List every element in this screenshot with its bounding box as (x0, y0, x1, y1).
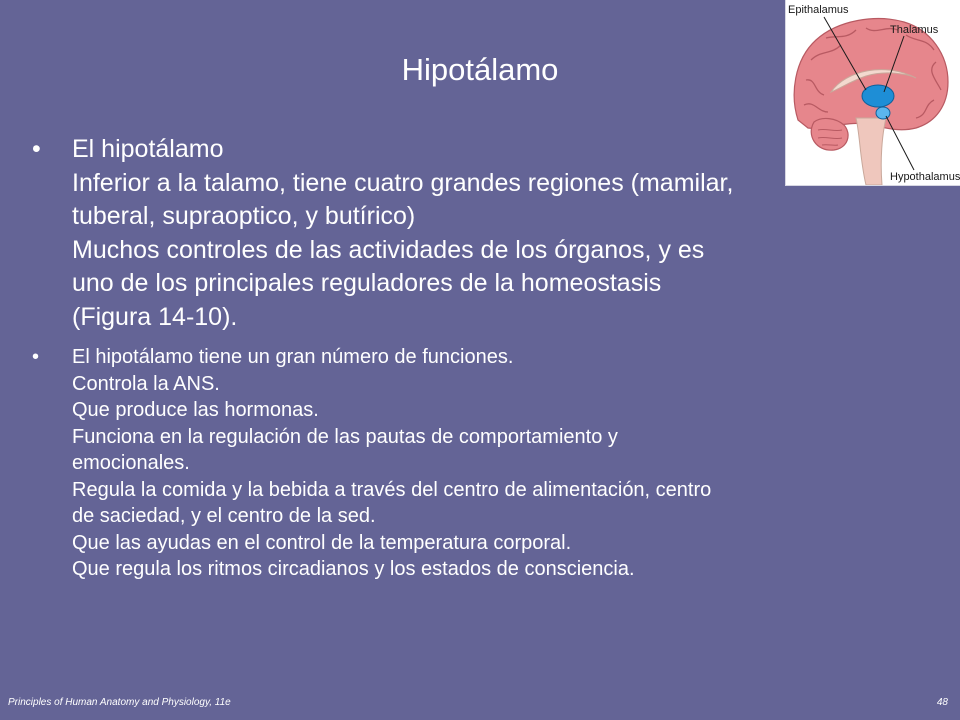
bullet-dot: • (32, 135, 41, 163)
thalamus-shape (862, 85, 894, 107)
bullet-line: Regula la comida y la bebida a través del centro de alimentación, centro (72, 478, 712, 501)
bullet-line: Muchos controles de las actividades de los órganos, y es (72, 235, 705, 264)
bullet-line: El hipotálamo tiene un gran número de funciones. (72, 346, 514, 368)
bullet-line: Inferior a la talamo, tiene cuatro grandes regiones (mamilar, (72, 168, 734, 197)
bullet-hypothalamus-overview (30, 133, 940, 334)
bullet-line: Controla la ANS. (72, 372, 220, 395)
bullet-line: emocionales. (72, 452, 190, 474)
bullet-line: Que las ayudas en el control de la temperatura corporal. (72, 531, 572, 554)
bullet-hypothalamus-functions (30, 344, 940, 583)
bullet-line: (Figura 14-10). (72, 302, 238, 331)
bullet-line: Que regula los ritmos circadianos y los estados de consciencia. (72, 558, 635, 580)
bullet-line: Funciona en la regulación de las pautas de comportamiento y (72, 425, 618, 448)
bullet-list (30, 133, 940, 583)
bullet-line: tuberal, supraoptico, y butírico) (72, 202, 416, 230)
label-hypothalamus: Hypothalamus (890, 171, 960, 183)
bullet-line: Que produce las hormonas. (72, 399, 319, 421)
footer-page-number: 48 (936, 697, 948, 708)
slide-title: Hipotálamo (401, 52, 559, 87)
label-epithalamus: Epithalamus (788, 4, 849, 16)
bullet-line: uno de los principales reguladores de la homeostasis (72, 269, 662, 297)
footer-book-title: Principles of Human Anatomy and Physiology, 11e (8, 697, 231, 708)
bullet-line: El hipotálamo (72, 135, 224, 163)
hypothalamus-shape (876, 107, 890, 119)
bullet-dot: • (32, 346, 40, 368)
label-thalamus: Thalamus (890, 24, 939, 36)
bullet-line: de saciedad, y el centro de la sed. (72, 505, 376, 527)
